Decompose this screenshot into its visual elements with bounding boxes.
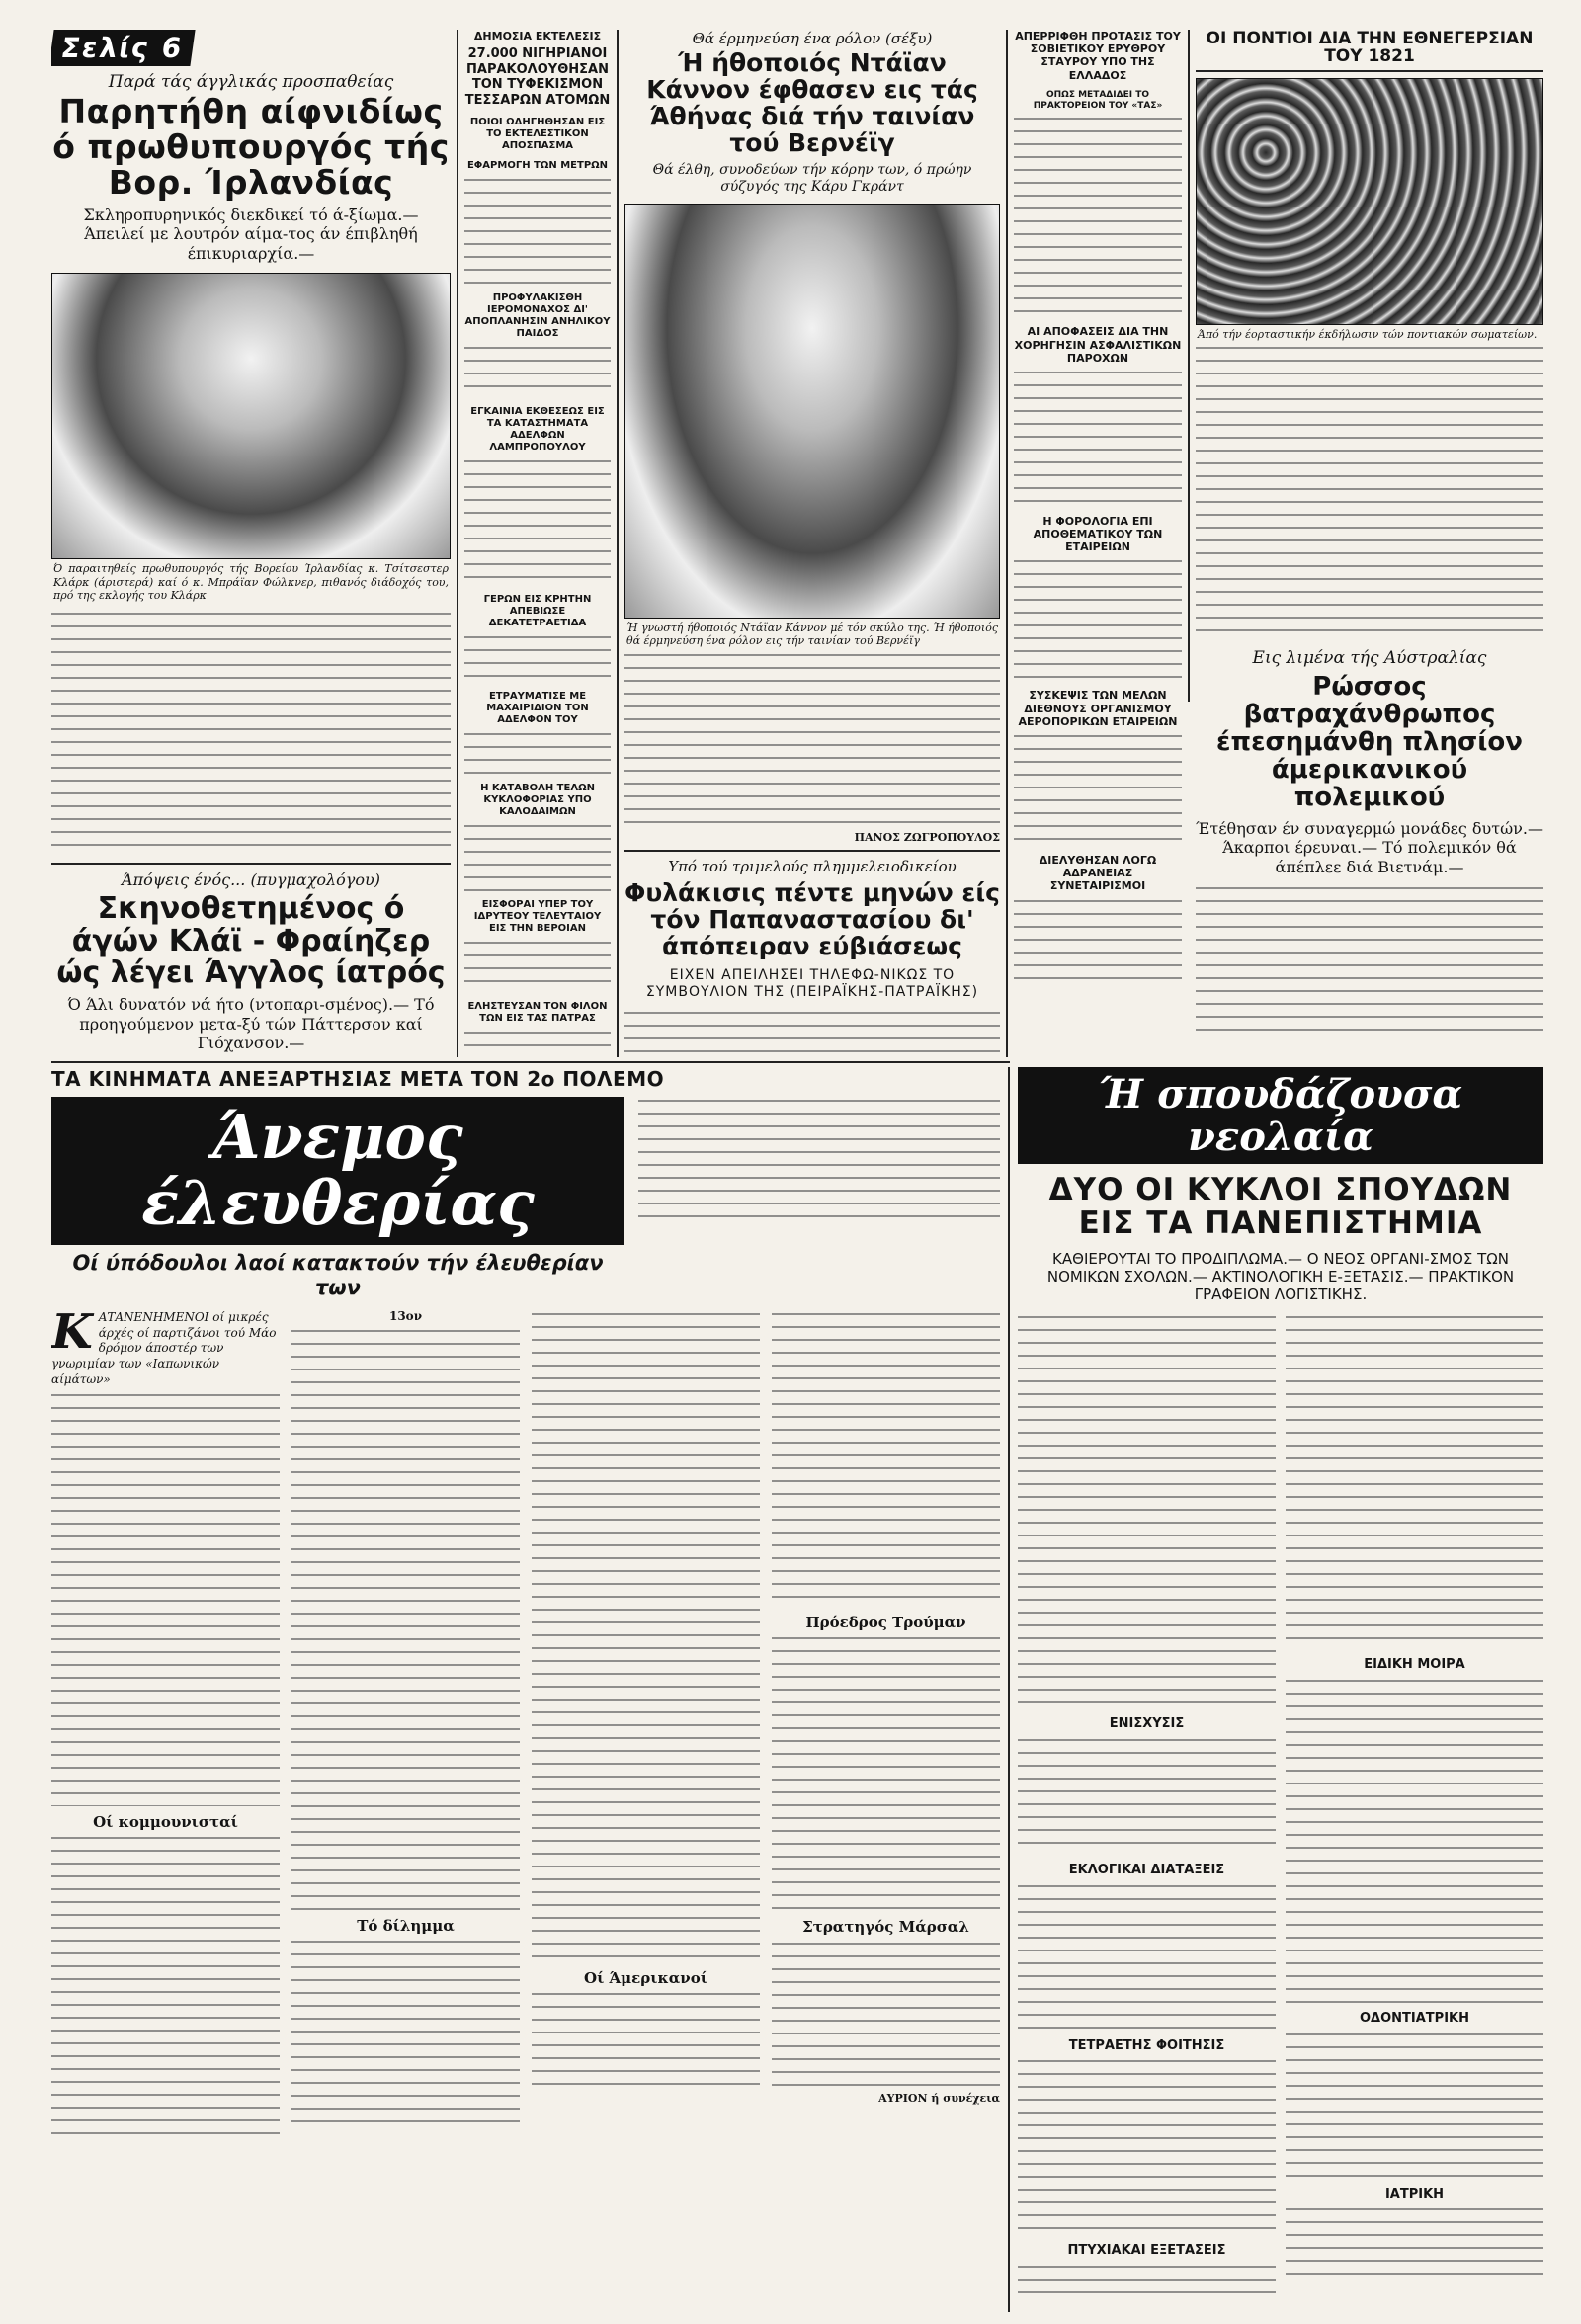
liberty-columns: [51, 1304, 1000, 2140]
students-body: [1018, 1736, 1276, 1855]
liberty-footer: ΑΥΡΙΟΝ ή συνέχεια: [878, 2091, 1000, 2105]
liberty-col-4: [772, 1310, 1000, 2140]
students-col-right: [1286, 1313, 1543, 2301]
ireland-photo: [51, 273, 451, 559]
students-body: [1286, 2031, 1543, 2179]
students-body: [1286, 1677, 1543, 2003]
students-body: [1018, 2263, 1276, 2302]
students-headline: ΔΥΟ ΟΙ ΚΥΚΛΟΙ ΣΠΟΥΔΩΝ ΕΙΣ ΤΑ ΠΑΝΕΠΙΣΤΗΜΙΑ: [1048, 1172, 1513, 1241]
students-body: [1018, 1882, 1276, 2031]
liberty-subsection: Τό δίλημμα: [357, 1917, 455, 1936]
column-ireland: [51, 30, 451, 1057]
ireland-headline: Παρητήθη αίφνιδίως ό πρωθυπουργός τής Βορ. Ίρλανδίας: [52, 92, 450, 202]
pontic-body: [1196, 344, 1543, 640]
brief-headline: ΕΛΗΣΤΕΥΣΑΝ ΤΟΝ ΦΙΛΟΝ ΤΩΝ ΕΙΣ ΤΑΣ ΠΑΤΡΑΣ: [467, 1000, 608, 1024]
liberty-body: [291, 1327, 520, 1910]
brief-body: [464, 344, 611, 398]
ireland-caption: Ό παραιτηθείς πρωθυπουργός τής Βορείου Ίρλανδίας κ. Τσίτσεστερ Κλάρκ (άριστερά) καί ό κ. Μπράϊαν Φώλκνερ, πιθανός διάδοχός του, πρό της εκλογής του Κλάρκ: [53, 561, 449, 603]
divider: [51, 863, 451, 865]
brief-headline: Η ΚΑΤΑΒΟΛΗ ΤΕΛΩΝ ΚΥΚΛΟΦΟΡΙΑΣ ΥΠΟ ΚΑΛΟΔΑΙΜΩΝ: [480, 782, 595, 817]
redcross-item-body: [1014, 897, 1182, 986]
pontic-caption: Άπό τήν έορταστικήν έκδήλωσιν τών ποντιακών σωματείων.: [1198, 327, 1538, 341]
students-banner: Ή σπουδάζουσα νεολαία: [1018, 1067, 1543, 1164]
frazier-kicker: Άπόψεις ένός... (πυγμαχολόγου): [122, 871, 380, 890]
divider: [624, 850, 1000, 852]
brief-headline: ΕΓΚΑΙΝΙΑ ΕΚΘΕΣΕΩΣ ΕΙΣ ΤΑ ΚΑΤΑΣΤΗΜΑΤΑ ΑΔΕΛΦΩΝ ΛΑΜΠΡΟΠΟΥΛΟΥ: [470, 405, 605, 453]
patras-kicker: Υπό τού τριμελούς πλημμελειοδικείου: [668, 858, 957, 876]
brief-headline: ΕΤΡΑΥΜΑΤΙΣΕ ΜΕ ΜΑΧΑΙΡΙΔΙΟΝ ΤΟΝ ΑΔΕΛΦΟΝ ΤΟΥ: [486, 690, 589, 725]
liberty-top-row: [51, 1097, 1000, 1300]
redcross-item: ΣΥΣΚΕΨΙΣ ΤΩΝ ΜΕΛΩΝ ΔΙΕΘΝΟΥΣ ΟΡΓΑΝΙΣΜΟΥ ΑΕΡΟΠΟΡΙΚΩΝ ΕΤΑΙΡΕΙΩΝ: [1018, 689, 1178, 728]
frogman-body: [1196, 884, 1543, 1038]
column-divider: [1188, 30, 1190, 702]
students-subsection: ΕΚΛΟΓΙΚΑΙ ΔΙΑΤΑΞΕΙΣ: [1068, 1862, 1225, 1877]
liberty-body: [51, 1391, 280, 1806]
liberty-subsection: Οί κομμουνισταί: [93, 1813, 238, 1832]
students-subsection: ΤΕΤΡΑΕΤΗΣ ΦΟΙΤΗΣΙΣ: [1068, 2037, 1225, 2053]
students-col-left: [1018, 1313, 1276, 2301]
nigeria-body: [464, 176, 611, 285]
frogman-kicker: Εις λιμένα τής Αύστραλίας: [1252, 648, 1487, 669]
frazier-headline: Σκηνοθετημένος ό άγών Κλάϊ - Φραίηζερ ώς λέγει Άγγλος ίατρός: [56, 891, 446, 991]
patras-body: [624, 1009, 1000, 1057]
students-body: [1018, 1313, 1276, 1708]
column-divider: [617, 30, 619, 1057]
brief-body: [464, 633, 611, 683]
pontic-headline: ΟΙ ΠΟΝΤΙΟΙ ΔΙΑ ΤΗΝ ΕΘΝΕΓΕΡΣΙΑΝ ΤΟΥ 1821: [1196, 30, 1543, 72]
redcross-item: ΑΙ ΑΠΟΦΑΣΕΙΣ ΔΙΑ ΤΗΝ ΧΟΡΗΓΗΣΙΝ ΑΣΦΑΛΙΣΤΙΚΩΝ ΠΑΡΟΧΩΝ: [1014, 325, 1182, 365]
liberty-col-2: [291, 1310, 520, 2140]
section-label: Σελίς 6: [51, 30, 196, 66]
column-pontic: [1196, 30, 1543, 1038]
liberty-body: [772, 1310, 1000, 1607]
students-subsection: ΙΑΤΡΙΚΗ: [1384, 2186, 1445, 2201]
liberty-body: [772, 1940, 1000, 2088]
nigeria-headline: 27.000 ΝΙΓΗΡΙΑΝΟΙ ΠΑΡΑΚΟΛΟΥΘΗΣΑΝ ΤΟΝ ΤΥΦΕΚΙΣΜΟΝ ΤΕΣΣΑΡΩΝ ΑΤΟΜΩΝ: [464, 46, 611, 108]
column-briefs: [464, 30, 611, 1057]
redcross-item-body: [1014, 732, 1182, 846]
students-subsection: ΕΙΔΙΚΗ ΜΟΙΡΑ: [1364, 1657, 1465, 1673]
brief-body: [464, 1029, 611, 1057]
brief-body: [464, 939, 611, 993]
cannon-kicker: Θά έρμηνεύση ένα ρόλον (σέξυ): [692, 30, 933, 47]
column-cannon: [624, 30, 1000, 1057]
students-body: [1018, 2057, 1276, 2235]
cannon-byline: ΠΑΝΟΣ ΖΩΓΡΟΠΟΥΛΟΣ: [854, 831, 1000, 845]
liberty-body: [638, 1097, 1000, 1225]
students-subhead: ΚΑΘΙΕΡΟΥΤΑΙ ΤΟ ΠΡΟΔΙΠΛΩΜΑ.— Ο ΝΕΟΣ ΟΡΓΑΝΙ-ΣΜΟΣ ΤΩΝ ΝΟΜΙΚΩΝ ΣΧΟΛΩΝ.— ΑΚΤΙΝΟΛΟΓΙΚΗ Ε-ΞΕΤΑΣΙΣ.— ΠΡΑΚΤΙΚΟΝ ΓΡΑΦΕΙΟΝ ΛΟΓΙΣΤΙΚΗΣ.: [1046, 1250, 1515, 1304]
liberty-dropcap: Κ: [51, 1304, 93, 1361]
liberty-subsection: Οί Άμερικανοί: [584, 1969, 707, 1988]
liberty-kicker: ΤΑ ΚΙΝΗΜΑΤΑ ΑΝΕΞΑΡΤΗΣΙΑΣ ΜΕΤΑ ΤΟΝ 2ο ΠΟΛΕΜΟ: [51, 1067, 665, 1091]
students-subsection: ΟΔΟΝΤΙΑΤΡΙΚΗ: [1360, 2010, 1469, 2026]
brief-headline: ΠΡΟΦΥΛΑΚΙΣΘΗ ΙΕΡΟΜΟΝΑΧΟΣ ΔΙ' ΑΠΟΠΛΑΝΗΣΙΝ ΑΝΗΛΙΚΟΥ ΠΑΙΔΟΣ: [464, 291, 611, 339]
column-divider: [1006, 30, 1008, 1057]
cannon-subhead: Θά έλθη, συνοδεύων τήν κόρην των, ό πρώην σύζυγός της Κάρυ Γκράντ: [652, 162, 972, 195]
liberty-lede-block: [51, 1304, 280, 1387]
pontic-photo: [1196, 78, 1543, 325]
column-redcross: [1014, 30, 1182, 1038]
redcross-item-body: [1014, 557, 1182, 681]
liberty-body: [532, 1310, 760, 1962]
students-body: [1286, 2205, 1543, 2284]
redcross-body: [1014, 115, 1182, 317]
liberty-body: [291, 1938, 520, 2125]
nigeria-sub2: ΕΦΑΡΜΟΓΗ ΤΩΝ ΜΕΤΡΩΝ: [466, 159, 609, 171]
ireland-body: [51, 610, 451, 857]
liberty-side: [638, 1097, 1000, 1300]
brief-body: [464, 457, 611, 586]
cannon-photo: [624, 204, 1000, 619]
ireland-subhead: Σκληροπυρηνικός διεκδικεί τό ά-ξίωμα.— Άπειλεί με λουτρόν αίμα-τος άν έπιβληθή έπικυριαρχία.—: [83, 206, 419, 263]
liberty-body: [532, 1990, 760, 2089]
column-divider: [1008, 1067, 1010, 2312]
redcross-item: Η ΦΟΡΟΛΟΓΙΑ ΕΠΙ ΑΠΟΘΕΜΑΤΙΚΟΥ ΤΩΝ ΕΤΑΙΡΕΙΩΝ: [1033, 514, 1163, 554]
liberty-col-1: [51, 1304, 280, 2140]
divider: [51, 1061, 1010, 1063]
liberty-title-block: [51, 1097, 624, 1300]
patras-headline: Φυλάκισις πέντε μηνών είς τόν Παπαναστασίου δι' άπόπειραν εύβιάσεως: [624, 878, 1000, 961]
liberty-subsection: Πρόεδρος Τρούμαν: [805, 1614, 966, 1632]
students-body: [1286, 1313, 1543, 1649]
brief-headline: ΕΙΣΦΟΡΑΙ ΥΠΕΡ ΤΟΥ ΙΔΡΥΤΕΟΥ ΤΕΛΕΥΤΑΙΟΥ ΕΙΣ ΤΗΝ ΒΕΡΟΙΑΝ: [473, 898, 602, 934]
liberty-body: [51, 1834, 280, 2140]
liberty-subsection: Στρατηγός Μάρσαλ: [802, 1918, 969, 1937]
brief-headline: ΓΕΡΩΝ ΕΙΣ ΚΡΗΤΗΝ ΑΠΕΒΙΩΣΕ ΔΕΚΑΤΕΤΡΑΕΤΙΔΑ: [483, 593, 592, 628]
frogman-subhead: Έτέθησαν έν συναγερμώ μονάδες δυτών.— Άκαρποι έρευναι.— Τό πολεμικόν θά άπέπλεε διά Βιετνάμ.—: [1196, 819, 1543, 876]
redcross-item: ΔΙΕΛΥΘΗΣΑΝ ΛΟΓΩ ΑΔΡΑΝΕΙΑΣ ΣΥΝΕΤΑΙΡΙΣΜΟΙ: [1039, 854, 1157, 893]
liberty-section-label: 13ον: [388, 1309, 423, 1324]
cannon-caption: Ή γνωστή ήθοποιός Ντάϊαν Κάννον μέ τόν σκύλο της. Ή ήθοποιός θά έρμηνεύση ένα ρόλον εις τήν ταινίαν τού Βερνέϊγ: [626, 621, 998, 648]
redcross-sub: ΟΠΩΣ ΜΕΤΑΔΙΔΕΙ ΤΟ ΠΡΑΚΤΟΡΕΙΟΝ ΤΟΥ «ΤΑΣ»: [1033, 89, 1163, 111]
liberty-body: [772, 1634, 1000, 1911]
column-students: [1018, 1067, 1543, 2312]
frogman-headline: Ρώσσος βατραχάνθρωπος έπεσημάνθη πλησίον άμερικανικού πολεμικού: [1216, 671, 1523, 813]
redcross-headline: ΑΠΕΡΡΙΦΘΗ ΠΡΟΤΑΣΙΣ ΤΟΥ ΣΟΒΙΕΤΙΚΟΥ ΕΡΥΘΡΟΥ ΣΤΑΥΡΟΥ ΥΠΟ ΤΗΣ ΕΛΛΑΔΟΣ: [1015, 30, 1181, 82]
ireland-kicker: Παρά τάς άγγλικάς προσπαθείας: [108, 72, 394, 92]
patras-subhead: ΕΙΧΕΝ ΑΠΕΙΛΗΣΕΙ ΤΗΛΕΦΩ-ΝΙΚΩΣ ΤΟ ΣΥΜΒΟΥΛΙΟΝ ΤΗΣ (ΠΕΙΡΑΪΚΗΣ-ΠΑΤΡΑΪΚΗΣ): [645, 967, 979, 1000]
nigeria-kicker: ΔΗΜΟΣΙΑ ΕΚΤΕΛΕΣΙΣ: [473, 30, 602, 42]
column-liberty: [51, 1067, 1000, 2312]
brief-body: [464, 822, 611, 891]
liberty-headline: Άνεμος έλευθερίας: [51, 1097, 624, 1245]
liberty-col-3: [532, 1310, 760, 2140]
students-subsection: ΠΤΥΧΙΑΚΑΙ ΕΞΕΤΑΣΕΙΣ: [1067, 2243, 1226, 2259]
nigeria-sub1: ΠΟΙΟΙ ΩΔΗΓΗΘΗΣΑΝ ΕΙΣ ΤΟ ΕΚΤΕΛΕΣΤΙΚΟΝ ΑΠΟΣΠΑΣΜΑ: [469, 116, 606, 151]
cannon-headline: Ή ήθοποιός Ντάϊαν Κάννον έφθασεν εις τάς Άθήνας διά τήν ταινίαν τού Βερνέϊγ: [646, 48, 978, 157]
liberty-lede: ΑΤΑΝΕΝΗΜΕΝΟΙ οί μικρές άρχές οί παρτιζάνοι τού Μάο δρόμον άποστέρ των γνωριμίαν των «Ιαπωνικών αίμάτων»: [51, 1310, 277, 1386]
students-columns: [1018, 1313, 1543, 2301]
redcross-item-body: [1014, 369, 1182, 507]
liberty-subhead: Οί ύπόδουλοι λαοί κατακτούν τήν έλευθερίαν των: [72, 1250, 604, 1300]
cannon-body: [624, 651, 1000, 827]
students-subsection: ΕΝΙΣΧΥΣΙΣ: [1109, 1716, 1185, 1732]
brief-body: [464, 730, 611, 775]
column-divider: [457, 30, 458, 1057]
frazier-subhead: Ό Άλι δυνατόν νά ήτο (ντοπαρι-σμένος).— Τό προηγούμενον μετα-ξύ τών Πάττερσον καί Γιόχανσον.—: [67, 995, 435, 1052]
